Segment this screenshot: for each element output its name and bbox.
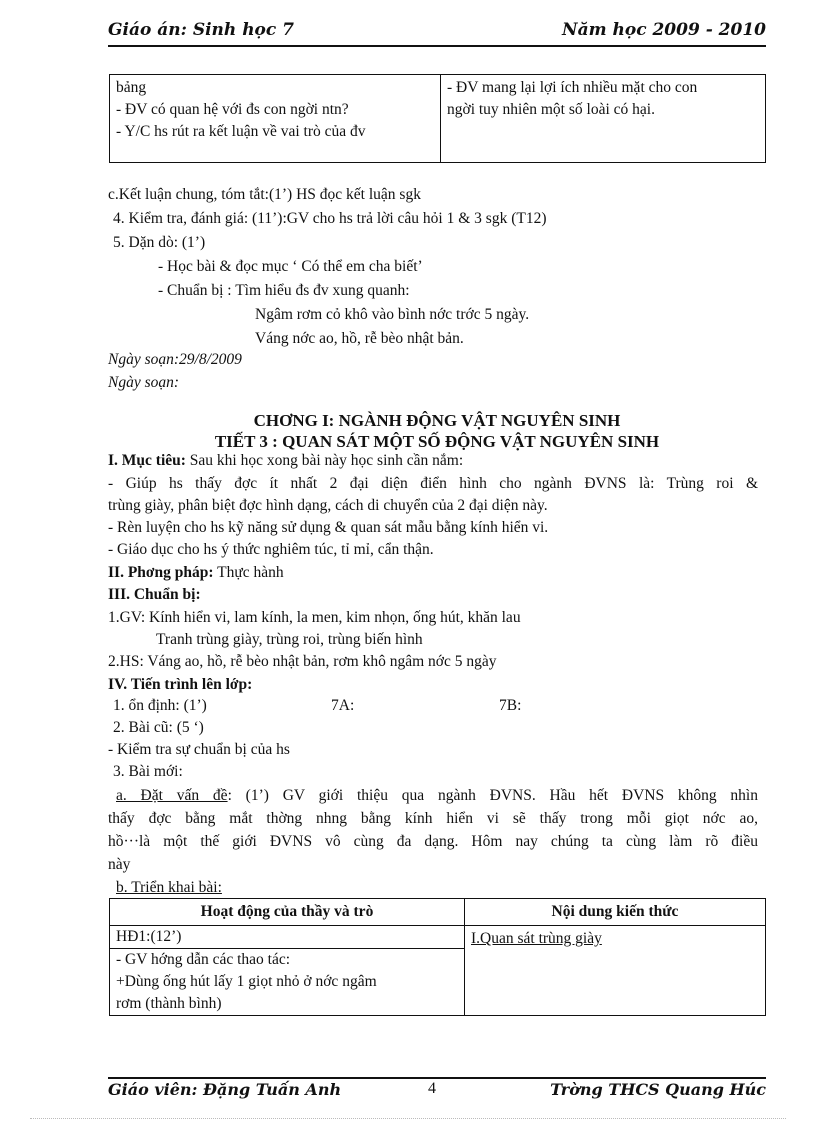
homework-item: - Chuẩn bị : Tìm hiểu đs đv xung quanh: <box>158 282 410 299</box>
continuation-table <box>109 74 766 163</box>
continuation-left-cell <box>110 75 441 163</box>
objectives-intro: Sau khi học xong bài này học sinh cần nắm: <box>185 452 464 469</box>
content-header: Nội dung kiến thức <box>465 899 766 926</box>
class-7a: 7A: <box>331 697 355 714</box>
lesson-title: TIẾT 3 : QUAN SÁT MỘT SỐ ĐỘNG VẬT NGUYÊN SINH <box>214 432 660 451</box>
page-edge-dots <box>30 1118 786 1119</box>
table-line: +Dùng ống hút lấy 1 giọt nhỏ ở nớc ngâm <box>116 973 377 990</box>
procedure-step: 1. ổn định: (1’) <box>113 697 207 714</box>
intro-label: a. Đặt vấn đề <box>116 787 228 804</box>
content-heading: I.Quan sát trùng giày <box>471 930 602 947</box>
activity-cell <box>110 926 465 1016</box>
procedure-step: 3. Bài mới: <box>113 763 183 780</box>
method-label: II. Phơng pháp: <box>108 564 214 581</box>
footer-rule <box>108 1077 766 1079</box>
method-value: Thực hành <box>213 564 284 581</box>
activity-table <box>109 898 766 1016</box>
preparation-heading: III. Chuẩn bị: <box>108 586 201 603</box>
table-line: - ĐV có quan hệ với đs con ngời ntn? <box>116 101 349 118</box>
table-line: bảng <box>116 79 147 96</box>
preparation-teacher-cont: Tranh trùng giày, trùng roi, trùng biến hình <box>156 631 423 648</box>
preparation-students: 2.HS: Váng ao, hồ, rễ bèo nhật bản, rơm khô ngâm nớc 5 ngày <box>108 653 497 670</box>
header-left: Giáo án: Sinh học 7 <box>108 20 294 40</box>
objective-line: - Giúp hs thấy đợc ít nhất 2 đại diện điển hình cho ngành ĐVNS là: Trùng roi & <box>108 475 758 492</box>
prep-date: Ngày soạn: <box>108 374 180 391</box>
procedure-step: 2. Bài cũ: (5 ‘) <box>113 719 204 736</box>
continuation-right-cell <box>441 75 766 163</box>
intro-paragraph-line: thấy đợc bằng mắt thờng nhng bằng kính hiển vi sẽ thấy trong mỗi giọt nớc ao, <box>108 810 758 827</box>
table-line: - GV hớng dẫn các thao tác: <box>116 951 291 968</box>
table-line: rơm (thành bình) <box>116 995 222 1012</box>
prep-date: Ngày soạn:29/8/2009 <box>108 351 242 368</box>
development-label: b. Triển khai bài: <box>116 879 222 896</box>
chapter-title: CHƠNG I: NGÀNH ĐỘNG VẬT NGUYÊN SINH <box>253 411 621 430</box>
header-rule <box>108 45 766 47</box>
objective-line: - Rèn luyện cho hs kỹ năng sử dụng & quan sát mẫu bằng kính hiển vi. <box>108 519 549 536</box>
intro-paragraph-line: hồ···là một thế giới ĐVNS vô cùng đa dạng. Hôm nay chúng ta cùng làm rõ điều <box>108 833 758 850</box>
table-line: ngời tuy nhiên một số loài có hại. <box>447 101 655 118</box>
table-line: - Y/C hs rút ra kết luận về vai trò của đv <box>116 123 366 140</box>
method-heading <box>108 564 284 582</box>
homework-item: Váng nớc ao, hồ, rễ bèo nhật bản. <box>255 330 464 347</box>
homework-item: - Học bài & đọc mục ‘ Có thể em cha biết’ <box>158 258 423 275</box>
summary-homework: 5. Dặn dò: (1’) <box>113 234 206 251</box>
footer-school: Trờng THCS Quang Húc <box>550 1080 766 1099</box>
activity-header: Hoạt động của thầy và trò <box>110 899 465 926</box>
class-7b: 7B: <box>499 697 522 714</box>
header-right: Năm học 2009 - 2010 <box>562 20 766 40</box>
footer-teacher: Giáo viên: Đặng Tuấn Anh <box>108 1080 342 1099</box>
procedure-step: - Kiểm tra sự chuẩn bị của hs <box>108 741 290 758</box>
intro-paragraph-line: này <box>108 856 131 873</box>
table-line: HĐ1:(12’) <box>110 926 464 949</box>
intro-text: : (1’) GV giới thiệu qua ngành ĐVNS. Hầu hết ĐVNS không nhìn <box>227 787 758 804</box>
objective-line: trùng giày, phân biệt đợc hình dạng, cách di chuyển của 2 đại diện này. <box>108 497 548 514</box>
summary-conclusion: c.Kết luận chung, tóm tắt:(1’) HS đọc kết luận sgk <box>108 186 421 203</box>
objectives-heading <box>108 452 463 470</box>
procedure-heading: IV. Tiến trình lên lớp: <box>108 676 253 693</box>
page-number: 4 <box>428 1080 436 1097</box>
homework-item: Ngâm rơm cỏ khô vào bình nớc trớc 5 ngày. <box>255 306 530 323</box>
summary-check: 4. Kiểm tra, đánh giá: (11’):GV cho hs trả lời câu hỏi 1 & 3 sgk (T12) <box>113 210 547 227</box>
intro-paragraph-line <box>116 787 758 805</box>
content-cell <box>465 926 766 1016</box>
table-line: - ĐV mang lại lợi ích nhiều mặt cho con <box>447 79 698 96</box>
preparation-teacher: 1.GV: Kính hiển vi, lam kính, la men, kim nhọn, ống hút, khăn lau <box>108 609 521 626</box>
objectives-label: I. Mục tiêu: <box>108 452 186 469</box>
objective-line: - Giáo dục cho hs ý thức nghiêm túc, tỉ mỉ, cẩn thận. <box>108 541 434 558</box>
